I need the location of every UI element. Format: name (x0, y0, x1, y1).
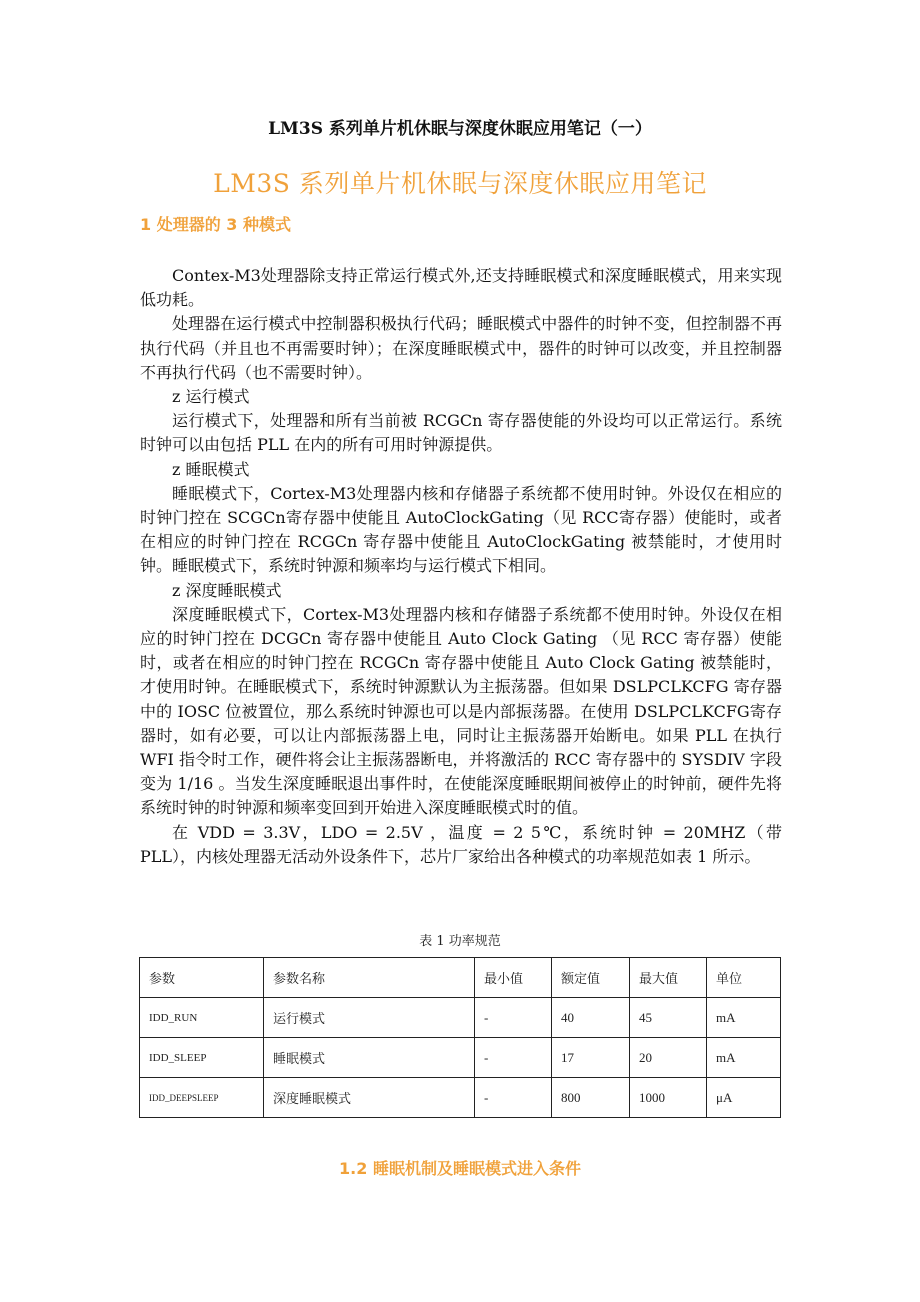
table-row (140, 1078, 781, 1118)
table-cell: 40 (552, 998, 630, 1038)
table-cell: IDD_DEEPSLEEP (140, 1078, 264, 1118)
paragraph-sleep-mode: 睡眠模式下，Cortex-M3处理器内核和存储器子系统都不使用时钟。外设仅在相应的时钟门控在 SCGCn寄存器中使能且 AutoClockGating（见 RCC寄存器）使能时，或者在相应的时钟门控在 RCGCn 寄存器中使能且 AutoClockGating 被禁能时，才使用时钟。睡眠模式下，系统时钟源和频率均与运行模式下相同。 (140, 483, 782, 576)
table-cell: 睡眠模式 (264, 1038, 475, 1078)
table-caption: 表 1 功率规范 (419, 934, 501, 949)
table-cell: - (475, 998, 552, 1038)
table-cell: IDD_RUN (140, 998, 264, 1038)
bullet-sleep-mode: z 睡眠模式 (172, 459, 250, 479)
table-header-cell: 参数 (140, 958, 264, 998)
table-cell: IDD_SLEEP (140, 1038, 264, 1078)
table-cell: 800 (552, 1078, 630, 1118)
table-header-cell: 最小值 (475, 958, 552, 998)
bullet-deep-sleep-mode: z 深度睡眠模式 (172, 580, 282, 600)
table-cell: 20 (630, 1038, 707, 1078)
section-heading: 1 处理器的 3 种模式 (140, 215, 291, 234)
paragraph-intro: Contex-M3处理器除支持正常运行模式外,还支持睡眠模式和深度睡眠模式，用来实现低功耗。 (140, 266, 782, 310)
table-header-cell: 额定值 (552, 958, 630, 998)
table-cell: 运行模式 (264, 998, 475, 1038)
table-row (140, 998, 781, 1038)
table-cell: 45 (630, 998, 707, 1038)
table-cell: - (475, 1078, 552, 1118)
table-cell: μA (707, 1078, 781, 1118)
power-spec-table (139, 957, 781, 1118)
paragraph-run-mode: 运行模式下，处理器和所有当前被 RCGCn 寄存器使能的外设均可以正常运行。系统时钟可以由包括 PLL 在内的所有可用时钟源提供。 (140, 411, 782, 455)
table-header-cell: 最大值 (630, 958, 707, 998)
table-header-cell: 参数名称 (264, 958, 475, 998)
table-cell: 17 (552, 1038, 630, 1078)
table-cell: - (475, 1038, 552, 1078)
main-heading: LM3S 系列单片机休眠与深度休眠应用笔记 (213, 169, 707, 198)
paragraph-conditions: 在 VDD = 3.3V，LDO = 2.5V ，温度 = 2 5℃，系统时钟 = 20MHZ（带 PLL），内核处理器无活动外设条件下，芯片厂家给出各种模式的功率规范如表 1 所示。 (140, 822, 782, 866)
bullet-run-mode: z 运行模式 (172, 387, 250, 407)
table-row (140, 1038, 781, 1078)
sub-heading: 1.2 睡眠机制及睡眠模式进入条件 (339, 1159, 581, 1178)
document-title: LM3S 系列单片机休眠与深度休眠应用笔记（一） (268, 119, 652, 139)
table-cell: 1000 (630, 1078, 707, 1118)
body-text (140, 264, 782, 869)
paragraph-modes-summary: 处理器在运行模式中控制器积极执行代码；睡眠模式中器件的时钟不变，但控制器不再执行代码（并且也不再需要时钟）；在深度睡眠模式中，器件的时钟可以改变，并且控制器不再执行代码（也不需要时钟）。 (140, 314, 782, 382)
table-cell: mA (707, 1038, 781, 1078)
table-cell: mA (707, 998, 781, 1038)
table-header-row (140, 958, 781, 998)
table-cell: 深度睡眠模式 (264, 1078, 475, 1118)
table-header-cell: 单位 (707, 958, 781, 998)
paragraph-deep-sleep-mode: 深度睡眠模式下，Cortex-M3处理器内核和存储器子系统都不使用时钟。外设仅在相应的时钟门控在 DCGCn 寄存器中使能且 Auto Clock Gating （见 RCC 寄存器）使能时，或者在相应的时钟门控在 RCGCn 寄存器中使能且 Auto Clock Gating 被禁能时，才使用时钟。在睡眠模式下，系统时钟源默认为主振荡器。但如果 DSLPCLKCFG 寄存器中的 IOSC 位被置位，那么系统时钟源也可以是内部振荡器。在使用 DSLPCLKCFG寄存器时，如有必要，可以让内部振荡器上电，同时让主振荡器开始断电。如果 PLL 在执行 WFI 指令时工作，硬件将会让主振荡器断电，并将激活的 RCC 寄存器中的 SYSDIV 字段变为 1/16 。当发生深度睡眠退出事件时，在使能深度睡眠期间被停止的时钟前，硬件先将系统时钟的时钟源和频率变回到开始进入深度睡眠模式时的值。 (140, 604, 782, 818)
